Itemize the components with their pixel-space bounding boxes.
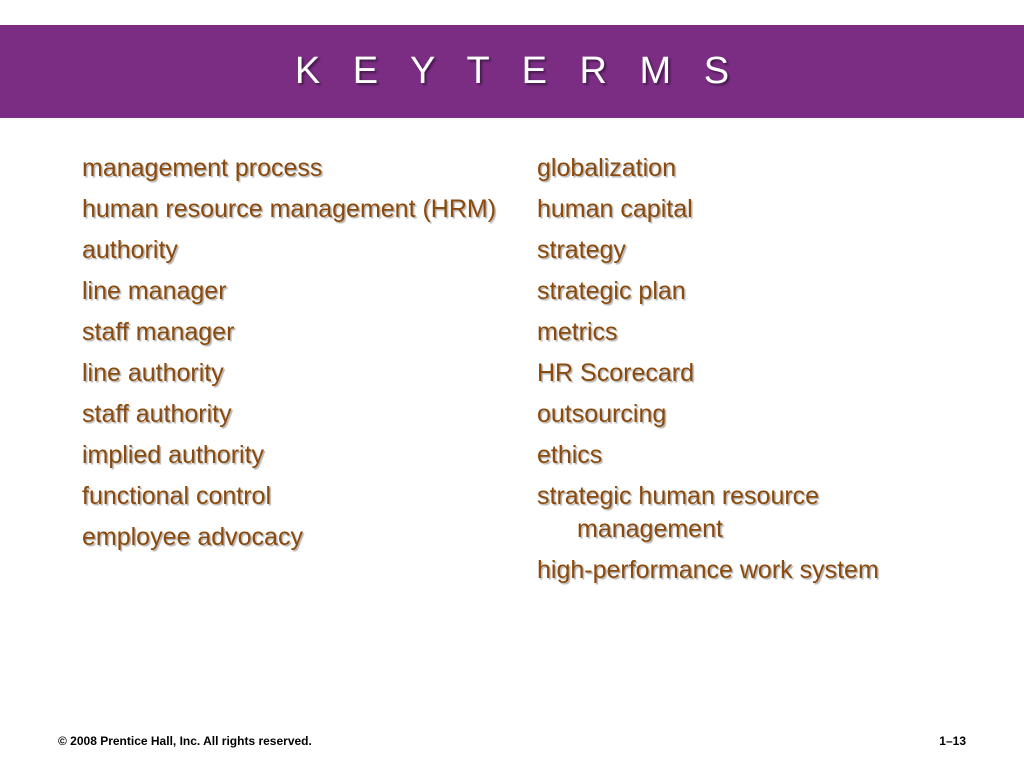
term-item: metrics xyxy=(537,318,618,346)
term-item: HR Scorecard xyxy=(537,359,694,387)
right-term-list xyxy=(537,152,957,595)
term-item: functional control xyxy=(82,482,272,510)
slide-title: K E Y T E R M S xyxy=(294,50,741,92)
term-item: staff authority xyxy=(82,400,232,428)
term-item: human capital xyxy=(537,195,693,223)
term-item: management process xyxy=(82,154,323,182)
page-number: 1–13 xyxy=(939,734,966,748)
left-term-list xyxy=(82,152,497,562)
term-item: outsourcing xyxy=(537,400,667,428)
term-item: line authority xyxy=(82,359,224,387)
term-item: line manager xyxy=(82,277,227,305)
term-item: human resource management (HRM) xyxy=(82,195,497,223)
term-item: employee advocacy xyxy=(82,523,303,551)
term-item: authority xyxy=(82,236,178,264)
term-item: implied authority xyxy=(82,441,265,469)
term-item: ethics xyxy=(537,441,603,469)
term-item: high-performance work system xyxy=(537,556,879,584)
title-bar xyxy=(0,25,1024,118)
term-item: strategic human resource management xyxy=(537,482,820,543)
copyright-footer: © 2008 Prentice Hall, Inc. All rights reserved. xyxy=(58,734,312,748)
term-item: globalization xyxy=(537,154,676,182)
term-item: strategic plan xyxy=(537,277,686,305)
term-item: staff manager xyxy=(82,318,235,346)
term-item: strategy xyxy=(537,236,626,264)
